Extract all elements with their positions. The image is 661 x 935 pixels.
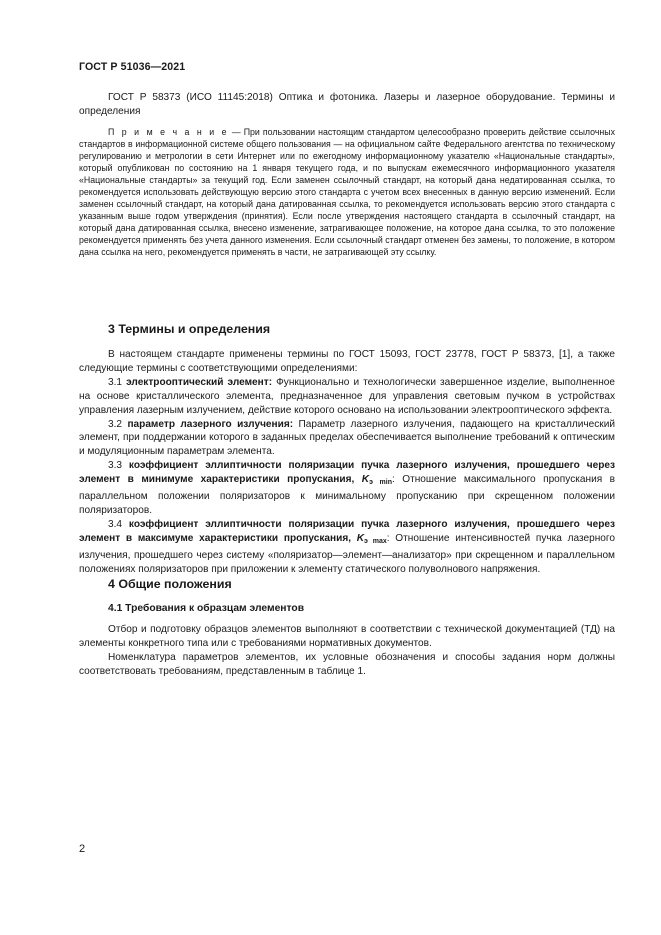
term-3-4 — [79, 518, 615, 577]
document-header: ГОСТ Р 51036—2021 — [79, 61, 186, 73]
section-3-intro: В настоящем стандарте применены термины по ГОСТ 15093, ГОСТ 23778, ГОСТ Р 58373, [1], а также следующие термины с соответствующими определениями: — [79, 349, 615, 374]
term-number: 3.3 — [108, 460, 129, 472]
term-definition: : Отношение интенсивностей пучка лазерного излучения, прошедшего через систему «поляризатор—элемент—анализатор» при скрещенном и параллельном положениях поляризаторов при приложении к элементу статического полуволнового напряжения. — [79, 532, 615, 575]
note-text: — При пользовании настоящим стандартом целесообразно проверить действие ссылочных стандартов в информационной системе общего пользования — на официальном сайте Федерального агентства по техническому регулированию и метрологии в сети Интернет или по ежегодному информационному указателю «Национальные стандарты», который опубликован по состоянию на 1 января текущего года, и по выпускам ежемесячного информационного указателя «Национальные стандарты» за текущий год. Если заменен ссылочный стандарт, на который дана недатированная ссылка, то рекомендуется использовать действующую версию этого стандарта с учетом всех внесенных в данную версию изменений. Если заменен ссылочный стандарт, на который дана датированная ссылка, то рекомендуется использовать версию этого стандарта с указанным выше годом утверждения (принятия). Если после утверждения настоящего стандарта в ссылочный стандарт, на который дана датированная ссылка, внесено изменение, затрагивающее положение, на которое дана ссылка, то это положение рекомендуется применять без учета данного изменения. Если ссылочный стандарт отменен без замены, то положение, в котором дана ссылка на него, рекомендуется применять в части, не затрагивающей эту ссылку. — [79, 127, 615, 258]
note-label: П р и м е ч а н и е — [108, 127, 229, 137]
term-name: коэффициент эллиптичности поляризации пучка лазерного излучения, прошедшего через элемент в минимуме характеристики пропускания, — [79, 460, 615, 486]
term-3-1 — [79, 376, 615, 418]
term-number: 3.4 — [108, 518, 129, 530]
term-definition: Параметр лазерного излучения, падающего на кристаллический элемент, при поддержании которого в заданных пределах обеспечивается выполнение требований к оптическим и модуляционным параметрам элемента. — [79, 418, 615, 458]
term-symbol-subscript: э min — [369, 479, 392, 487]
term-3-2 — [79, 418, 615, 460]
section-3-heading: 3 Термины и определения — [108, 322, 271, 336]
note-paragraph — [79, 126, 615, 259]
term-name: параметр лазерного излучения: — [127, 418, 294, 430]
term-symbol-subscript: э max — [364, 537, 387, 545]
term-name: электрооптический элемент: — [126, 376, 273, 388]
section-4-body — [79, 623, 615, 679]
page-number: 2 — [79, 843, 86, 855]
term-symbol: K — [356, 532, 365, 544]
term-definition: Функционально и технологически завершенное изделие, выполненное на основе кристаллического элемента, предназначенное для управления световым пучком в устройствах управления лазерным излучением, действие которого основано на использовании электрооптического эффекта. — [79, 376, 615, 416]
section-4-paragraph: Отбор и подготовку образцов элементов выполняют в соответствии с технической документацией (ТД) на элементы конкретного типа или с требованиями нормативных документов. — [79, 624, 615, 649]
term-3-3 — [79, 459, 615, 518]
term-symbol: K — [361, 474, 370, 486]
section-4-paragraph: Номенклатура параметров элементов, их условные обозначения и способы задания норм должны соответствовать требованиям, представленным в таблице 1. — [79, 651, 615, 677]
term-name: коэффициент эллиптичности поляризации пучка лазерного излучения, прошедшего через элемент в максимуме характеристики пропускания, — [79, 518, 615, 544]
normative-reference — [79, 91, 615, 119]
note-block — [79, 126, 615, 259]
term-number: 3.2 — [108, 418, 128, 430]
section-4-heading: 4 Общие положения — [108, 577, 232, 591]
section-3-body — [79, 348, 615, 577]
term-number: 3.1 — [108, 376, 127, 388]
reference-paragraph: ГОСТ Р 58373 (ИСО 11145:2018) Оптика и фотоника. Лазеры и лазерное оборудование. Термины и определения — [79, 92, 615, 117]
section-4-1-heading: 4.1 Требования к образцам элементов — [108, 603, 305, 614]
term-definition: : Отношение максимального пропускания в параллельном положении поляризаторов к минимальному пропусканию при скрещенном положении поляризаторов. — [79, 474, 615, 516]
